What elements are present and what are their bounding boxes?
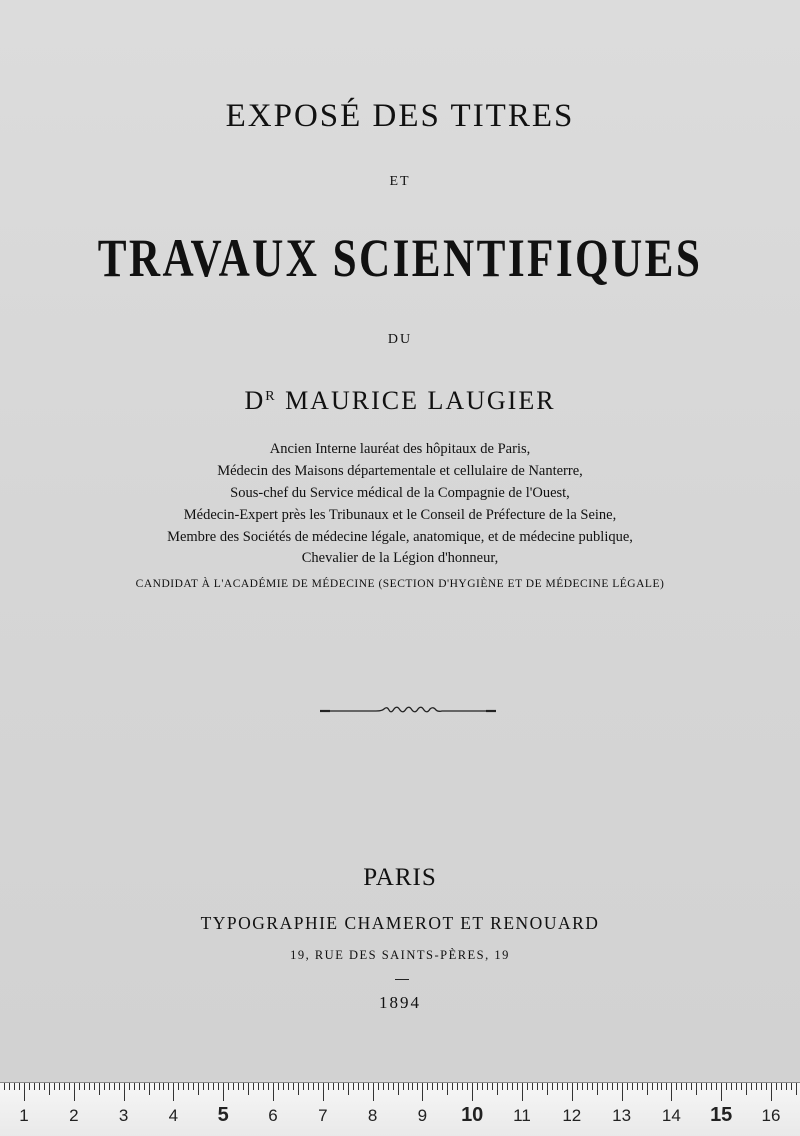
ruler-tick: [507, 1083, 508, 1090]
ruler-tick: [308, 1083, 309, 1090]
ruler-tick: [652, 1083, 653, 1090]
ruler-tick: [731, 1083, 732, 1090]
ruler-tick: [671, 1083, 672, 1101]
ruler-tick: [188, 1083, 189, 1090]
ruler-tick: [268, 1083, 269, 1090]
title-conjunction: ET: [389, 174, 411, 189]
ruler-tick: [173, 1083, 174, 1101]
ruler-tick: [288, 1083, 289, 1090]
ruler-tick: [477, 1083, 478, 1090]
ruler-tick: [159, 1083, 160, 1090]
ruler-tick: [462, 1083, 463, 1090]
ruler-tick: [283, 1083, 284, 1090]
ruler-tick: [786, 1083, 787, 1090]
ruler-tick: [691, 1083, 692, 1090]
ruler-tick: [383, 1083, 384, 1090]
ruler-tick: [39, 1083, 40, 1090]
author-prefix-sup: R: [265, 389, 277, 404]
ruler-tick: [796, 1083, 797, 1095]
ruler-tick: [293, 1083, 294, 1090]
ruler-tick: [517, 1083, 518, 1090]
ruler-number: 15: [710, 1104, 733, 1126]
credential-line: Ancien Interne lauréat des hôpitaux de Paris,: [269, 441, 531, 457]
ruler-tick: [607, 1083, 608, 1090]
ruler-tick: [104, 1083, 105, 1090]
ruler-tick: [9, 1083, 10, 1090]
ruler-tick: [154, 1083, 155, 1090]
ruler-tick: [258, 1083, 259, 1090]
candidacy-line: CANDIDAT À L'ACADÉMIE DE MÉDECINE (SECTION D'HYGIÈNE ET DE MÉDECINE LÉGALE): [135, 578, 665, 590]
ruler-tick: [427, 1083, 428, 1090]
ruler-tick: [751, 1083, 752, 1090]
ruler-tick: [119, 1083, 120, 1090]
ruler-tick: [228, 1083, 229, 1090]
ruler-tick: [716, 1083, 717, 1090]
ruler-tick: [303, 1083, 304, 1090]
ruler-tick: [472, 1083, 473, 1101]
ruler-tick: [412, 1083, 413, 1090]
publisher-city: PARIS: [363, 864, 437, 891]
ruler-tick: [681, 1083, 682, 1090]
ruler-tick: [632, 1083, 633, 1090]
ruler-number: 7: [318, 1106, 328, 1125]
ruler-tick: [661, 1083, 662, 1090]
credential-line: Sous-chef du Service médical de la Compagnie de l'Ouest,: [230, 485, 570, 501]
ruler-number: 5: [217, 1104, 229, 1126]
measuring-ruler: [0, 1082, 800, 1136]
ruler-tick: [323, 1083, 324, 1101]
ruler-tick: [622, 1083, 623, 1101]
ruler-tick: [44, 1083, 45, 1090]
ruler-tick: [243, 1083, 244, 1090]
ruler-tick: [253, 1083, 254, 1090]
ruler-tick: [343, 1083, 344, 1090]
ruler-tick: [637, 1083, 638, 1090]
ruler-tick: [144, 1083, 145, 1090]
ruler-tick: [393, 1083, 394, 1090]
ruler-tick: [492, 1083, 493, 1090]
ruler-tick: [417, 1083, 418, 1090]
ruler-number: 8: [367, 1106, 378, 1125]
ruler-tick: [94, 1083, 95, 1090]
ruler-tick: [696, 1083, 697, 1095]
publisher-name: TYPOGRAPHIE CHAMEROT ET RENOUARD: [200, 913, 600, 933]
ruler-tick: [333, 1083, 334, 1090]
ruler-tick: [89, 1083, 90, 1090]
ruler-tick: [776, 1083, 777, 1090]
ruler-tick: [567, 1083, 568, 1090]
ruler-tick: [592, 1083, 593, 1090]
ruler-number: 14: [661, 1106, 681, 1125]
ruler-tick: [572, 1083, 573, 1101]
ruler-tick: [19, 1083, 20, 1090]
ruler-tick: [198, 1083, 199, 1095]
ruler-number: 4: [168, 1106, 179, 1125]
ruler-tick: [552, 1083, 553, 1090]
ruler-tick: [378, 1083, 379, 1090]
ruler-tick: [29, 1083, 30, 1090]
ruler-tick: [263, 1083, 264, 1090]
ruler-tick: [149, 1083, 150, 1095]
ruler-tick: [398, 1083, 399, 1095]
ruler-number: 3: [118, 1106, 129, 1125]
ruler-tick: [34, 1083, 35, 1090]
ruler-tick: [597, 1083, 598, 1095]
ruler-tick: [54, 1083, 55, 1090]
ruler-tick: [617, 1083, 618, 1090]
credential-line: Médecin des Maisons départementale et cellulaire de Nanterre,: [217, 463, 583, 479]
ruler-tick: [178, 1083, 179, 1090]
ruler-number: 11: [513, 1106, 531, 1125]
ruler-tick: [711, 1083, 712, 1090]
ruler-tick: [642, 1083, 643, 1090]
ruler-tick: [627, 1083, 628, 1090]
ruler-tick: [547, 1083, 548, 1095]
ruler-tick: [741, 1083, 742, 1090]
ruler-tick: [203, 1083, 204, 1090]
ruler-tick: [467, 1083, 468, 1090]
ruler-tick: [273, 1083, 274, 1101]
ruler-tick: [278, 1083, 279, 1090]
ruler-tick: [248, 1083, 249, 1095]
ruler-tick: [14, 1083, 15, 1090]
author-name: MAURICE LAUGIER: [285, 386, 556, 415]
ruler-tick: [328, 1083, 329, 1090]
ruler-tick: [373, 1083, 374, 1101]
ruler-tick: [432, 1083, 433, 1090]
divider-dash: [395, 979, 409, 980]
ruler-tick: [422, 1083, 423, 1101]
ruler-tick: [134, 1083, 135, 1090]
ruler-tick: [208, 1083, 209, 1090]
ruler-tick: [447, 1083, 448, 1095]
ruler-tick: [562, 1083, 563, 1090]
ruler-tick: [582, 1083, 583, 1090]
ruler-tick: [676, 1083, 677, 1090]
ruler-tick: [487, 1083, 488, 1090]
ruler-tick: [736, 1083, 737, 1090]
ornament-rule-icon: [318, 702, 498, 720]
publisher-address: 19, RUE DES SAINTS-PÈRES, 19: [290, 948, 510, 962]
ruler-tick: [69, 1083, 70, 1090]
ruler-tick: [761, 1083, 762, 1090]
ruler-tick: [368, 1083, 369, 1090]
ruler-tick: [348, 1083, 349, 1095]
ruler-tick: [587, 1083, 588, 1090]
ruler-number: 16: [761, 1106, 781, 1125]
ruler-tick: [318, 1083, 319, 1090]
ruler-tick: [24, 1083, 25, 1101]
ruler-tick: [756, 1083, 757, 1090]
ruler-tick: [193, 1083, 194, 1090]
ruler-number: 13: [612, 1106, 632, 1125]
ruler-tick: [557, 1083, 558, 1090]
ruler-tick: [497, 1083, 498, 1095]
ruler-tick: [721, 1083, 722, 1101]
ruler-tick: [457, 1083, 458, 1090]
ruler-tick: [527, 1083, 528, 1090]
ruler-tick: [114, 1083, 115, 1090]
ruler-tick: [218, 1083, 219, 1090]
ruler-tick: [781, 1083, 782, 1090]
ruler-tick: [363, 1083, 364, 1090]
ruler-tick: [522, 1083, 523, 1101]
ruler-tick: [358, 1083, 359, 1090]
ruler-tick: [452, 1083, 453, 1090]
ruler-tick: [109, 1083, 110, 1090]
ruler-number: 2: [69, 1106, 79, 1125]
ruler-tick: [766, 1083, 767, 1090]
ruler-tick: [701, 1083, 702, 1090]
ruler-tick: [512, 1083, 513, 1090]
title-line-2: TRAVAUX SCIENTIFIQUES: [97, 228, 703, 288]
ruler-tick: [437, 1083, 438, 1090]
ruler-tick: [298, 1083, 299, 1095]
ruler-tick: [353, 1083, 354, 1090]
ruler-tick: [771, 1083, 772, 1101]
ruler-tick: [238, 1083, 239, 1090]
credential-line: Membre des Sociétés de médecine légale, anatomique, et de médecine publique,: [167, 529, 633, 545]
ruler-tick: [124, 1083, 125, 1101]
ruler-tick: [532, 1083, 533, 1090]
ruler-number: 9: [417, 1106, 428, 1125]
ruler-tick: [408, 1083, 409, 1090]
ruler-tick: [139, 1083, 140, 1090]
title-line-1: EXPOSÉ DES TITRES: [225, 98, 575, 134]
ruler-tick: [502, 1083, 503, 1090]
ruler-tick: [79, 1083, 80, 1090]
ruler-tick: [223, 1083, 224, 1101]
ruler-tick: [99, 1083, 100, 1095]
ruler-tick: [602, 1083, 603, 1090]
ruler-tick: [213, 1083, 214, 1090]
ruler-tick: [388, 1083, 389, 1090]
ruler-number: 10: [461, 1104, 484, 1126]
ruler-tick: [706, 1083, 707, 1090]
ruler-tick: [612, 1083, 613, 1090]
ruler-tick: [59, 1083, 60, 1090]
credential-line: Chevalier de la Légion d'honneur,: [301, 550, 499, 566]
ruler-tick: [577, 1083, 578, 1090]
ruler-number: 1: [19, 1106, 29, 1125]
ruler-tick: [666, 1083, 667, 1090]
ruler-tick: [657, 1083, 658, 1090]
ruler-tick: [129, 1083, 130, 1090]
ruler-tick: [233, 1083, 234, 1090]
ruler-tick: [647, 1083, 648, 1095]
ruler-number: 12: [562, 1106, 582, 1125]
ruler-tick: [442, 1083, 443, 1090]
ruler-tick: [542, 1083, 543, 1090]
credential-line: Médecin-Expert près les Tribunaux et le Conseil de Préfecture de la Seine,: [183, 507, 617, 523]
ruler-tick: [791, 1083, 792, 1090]
ruler-tick: [482, 1083, 483, 1090]
ruler-tick: [313, 1083, 314, 1090]
ruler-tick: [163, 1083, 164, 1090]
ruler-tick: [403, 1083, 404, 1090]
ruler-tick: [686, 1083, 687, 1090]
ruler-tick: [183, 1083, 184, 1090]
ruler-tick: [168, 1083, 169, 1090]
publication-year: 1894: [379, 993, 421, 1012]
title-preposition: DU: [387, 332, 413, 347]
ruler-tick: [537, 1083, 538, 1090]
ruler-tick: [338, 1083, 339, 1090]
ruler-tick: [64, 1083, 65, 1090]
ruler-tick: [4, 1083, 5, 1090]
author-prefix: D: [244, 386, 266, 415]
ruler-number: 6: [268, 1106, 278, 1125]
ruler-tick: [49, 1083, 50, 1095]
ruler-tick: [746, 1083, 747, 1095]
author-name-line: [0, 386, 800, 416]
ruler-tick: [74, 1083, 75, 1101]
ruler-tick: [84, 1083, 85, 1090]
ruler-tick: [726, 1083, 727, 1090]
